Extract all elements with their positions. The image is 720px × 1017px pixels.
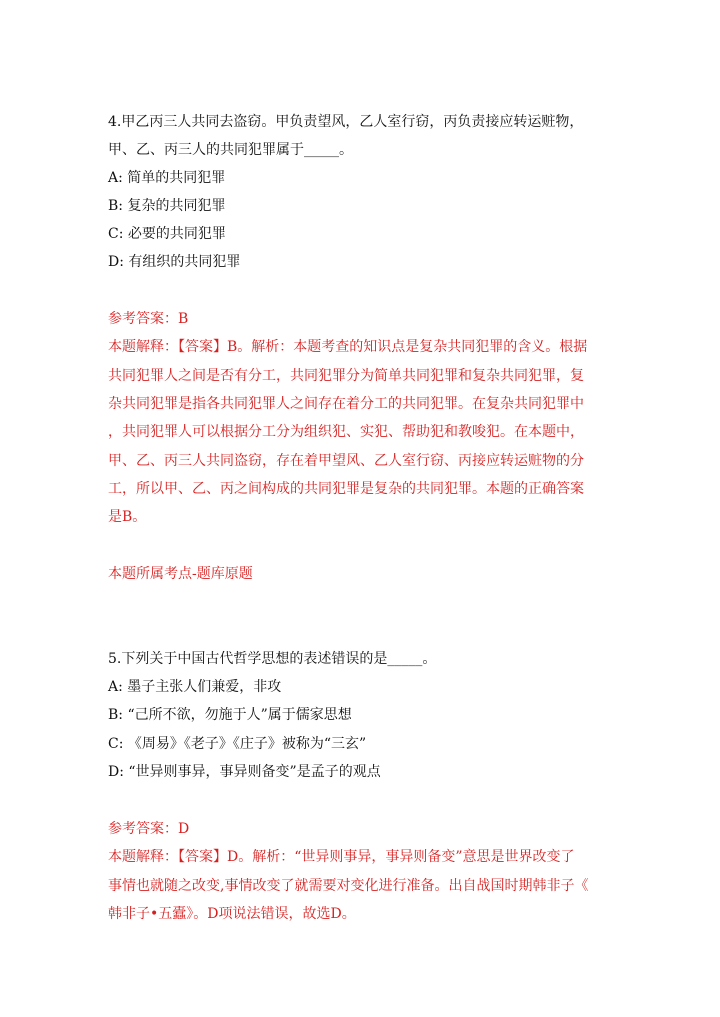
- question-4-option-b: B: 复杂的共同犯罪: [108, 198, 226, 214]
- question-5-option-d: D: “世异则事异，事异则备变”是孟子的观点: [108, 764, 381, 780]
- question-4-stem-line-1: 4.甲乙丙三人共同去盗窃。甲负责望风，乙人室行窃，丙负责接应转运赃物，: [108, 114, 584, 130]
- question-4-option-d: D: 有组织的共同犯罪: [108, 254, 241, 270]
- question-4-explanation-line-5: 甲、乙、丙三人共同盗窃，存在着甲望风、乙人室行窃、丙接应转运赃物的分: [108, 453, 584, 469]
- question-4-explanation-line-2: 共同犯罪人之间是否有分工，共同犯罪分为简单共同犯罪和复杂共同犯罪，复: [108, 368, 584, 384]
- question-4-explanation-line-4: ，共同犯罪人可以根据分工分为组织犯、实犯、帮助犯和教唆犯。在本题中，: [108, 424, 584, 440]
- question-4-answer: 参考答案：B: [108, 311, 189, 327]
- question-5-explanation-line-2: 事情也就随之改变,事情改变了就需要对变化进行准备。出自战国时期韩非子《: [108, 878, 589, 894]
- question-4-explanation-line-6: 工，所以甲、乙、丙之间构成的共同犯罪是复杂的共同犯罪。本题的正确答案: [108, 481, 584, 497]
- question-5-option-c: C: 《周易》《老子》《庄子》被称为“三玄”: [108, 736, 367, 752]
- question-4-explanation-line-1: 本题解释：【答案】B。解析：本题考查的知识点是复杂共同犯罪的含义。根据: [108, 339, 588, 355]
- question-4-source: 本题所属考点-题库原题: [108, 566, 253, 582]
- question-4-option-a: A: 简单的共同犯罪: [108, 170, 226, 186]
- question-4-stem-line-2: 甲、乙、丙三人的共同犯罪属于_____。: [108, 142, 353, 158]
- question-5-option-b: B: “己所不欲，勿施于人”属于儒家思想: [108, 707, 352, 723]
- question-5-answer: 参考答案：D: [108, 821, 190, 837]
- question-5-stem-line-1: 5.下列关于中国古代哲学思想的表述错误的是_____。: [108, 651, 437, 667]
- question-5-explanation-line-3: 韩非子•五蠹》。D项说法错误，故选D。: [108, 906, 356, 922]
- question-4-option-c: C: 必要的共同犯罪: [108, 226, 226, 242]
- question-5-explanation-line-1: 本题解释：【答案】D。解析：“世异则事异，事异则备变”意思是世界改变了: [108, 849, 575, 865]
- question-4-explanation-line-7: 是B。: [108, 509, 147, 525]
- question-4-explanation-line-3: 杂共同犯罪是指各共同犯罪人之间存在着分工的共同犯罪。在复杂共同犯罪中: [108, 396, 584, 412]
- question-5-option-a: A: 墨子主张人们兼爱，非攻: [108, 679, 282, 695]
